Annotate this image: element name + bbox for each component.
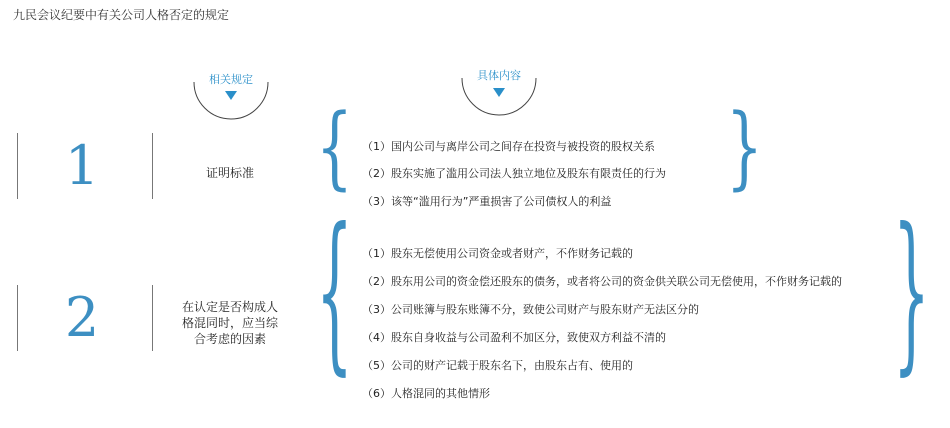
left-brace-icon: { (316, 190, 353, 392)
section-label-line: 合考虑的因素 (193, 332, 266, 346)
divider-line (17, 133, 18, 199)
list-item: （3）该等“滥用行为”严重损害了公司债权人的利益 (362, 195, 612, 208)
section-label: 证明标准 (205, 166, 254, 180)
section-label-line: 在认定是否构成人 (181, 300, 278, 314)
divider-line (17, 285, 18, 351)
divider-line (152, 285, 153, 351)
list-item: （4）股东自身收益与公司盈利不加区分，致使双方利益不清的 (362, 331, 666, 344)
right-brace-icon: } (726, 94, 763, 200)
divider-line (152, 133, 153, 199)
list-item: （1）国内公司与离岸公司之间存在投资与被投资的股权关系 (362, 140, 655, 153)
right-brace-icon: } (893, 190, 930, 392)
header-related-rules (190, 70, 272, 120)
page-title: 九民会议纪要中有关公司人格否定的规定 (13, 8, 230, 22)
list-item: （2）股东实施了滥用公司法人独立地位及股东有限责任的行为 (362, 167, 666, 180)
section-number: 1 (64, 134, 100, 197)
left-brace-icon: { (316, 94, 353, 200)
header-related-rules-label: 相关规定 (209, 73, 253, 86)
list-item: （2）股东用公司的资金偿还股东的债务，或者将公司的资金供关联公司无偿使用，不作财务记载的 (362, 275, 842, 288)
header-specific-content-label: 具体内容 (477, 69, 521, 82)
section-label (172, 299, 288, 347)
list-item: （3）公司账簿与股东账簿不分，致使公司财产与股东财产无法区分的 (362, 303, 699, 316)
list-item: （6）人格混同的其他情形 (362, 387, 490, 400)
section-number: 2 (64, 286, 100, 349)
header-specific-content (458, 66, 540, 116)
list-item: （1）股东无偿使用公司资金或者财产，不作财务记载的 (362, 247, 633, 260)
list-item: （5）公司的财产记载于股东名下，由股东占有、使用的 (362, 359, 633, 372)
section-label-line: 格混同时，应当综 (181, 316, 278, 330)
